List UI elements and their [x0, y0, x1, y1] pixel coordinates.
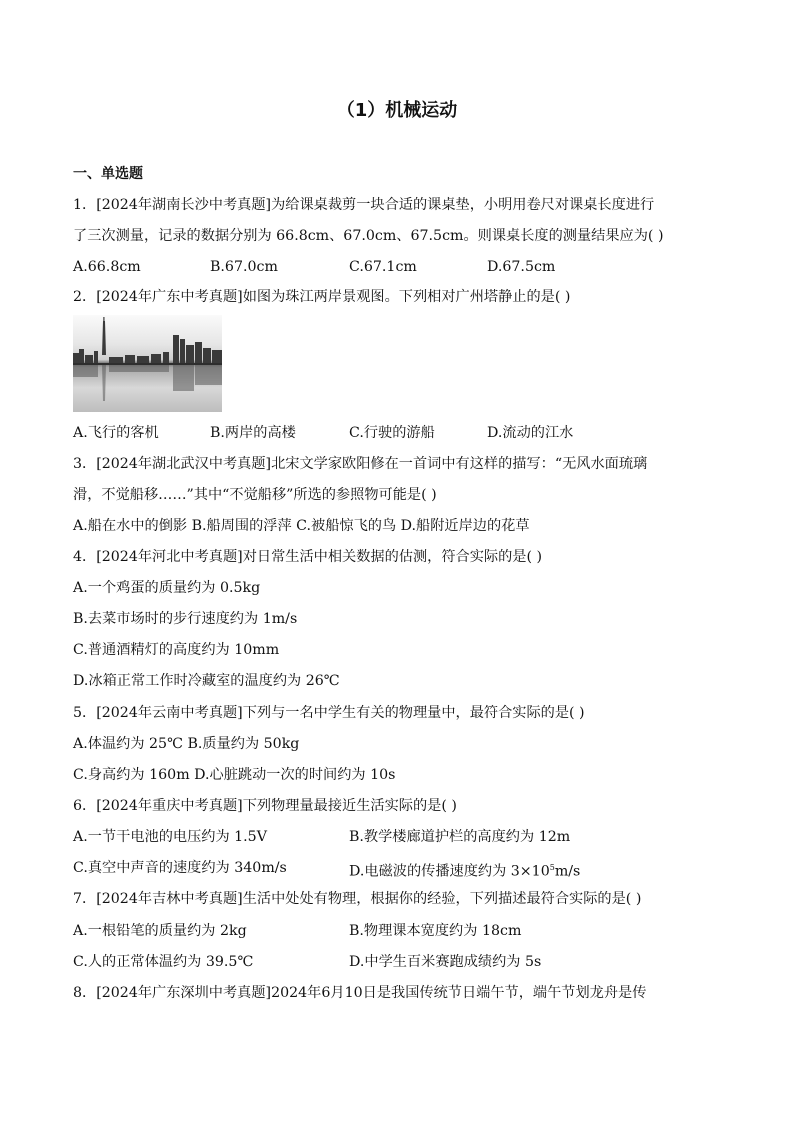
question-2-option-d: D.流动的江水: [487, 425, 574, 441]
question-4-option-c: C.普通酒精灯的高度约为 10mm: [73, 642, 280, 658]
question-3-options: A.船在水中的倒影 B.船周围的浮萍 C.被船惊飞的鸟 D.船附近岸边的花草: [73, 518, 530, 534]
question-1-option-c: C.67.1cm: [349, 259, 417, 275]
question-1-option-a: A.66.8cm: [73, 259, 141, 275]
question-4-text: 4．[2024年河北中考真题]对日常生活中相关数据的估测，符合实际的是( ): [73, 549, 543, 565]
question-6-text: 6．[2024年重庆中考真题]下列物理量最接近生活实际的是( ): [73, 798, 457, 814]
question-4-option-d: D.冰箱正常工作时冷藏室的温度约为 26℃: [73, 673, 340, 689]
question-7-option-c: C.人的正常体温约为 39.5℃: [73, 954, 254, 970]
question-6-option-a: A.一节干电池的电压约为 1.5V: [73, 829, 267, 845]
question-6-option-d: D.电磁波的传播速度约为 $3\times 10^5m/s$: [349, 863, 581, 880]
question-7-option-b: B.物理课本宽度约为 18cm: [349, 923, 522, 939]
question-2-option-a: A.飞行的客机: [73, 425, 159, 441]
question-7-option-d: D.中学生百米赛跑成绩约为 5s: [349, 954, 542, 970]
question-1-text-cont: 了三次测量，记录的数据分别为 66.8cm、67.0cm、67.5cm。则课桌长度的测量结果应为( ): [73, 228, 664, 244]
question-7-text: 7．[2024年吉林中考真题]生活中处处有物理，根据你的经验，下列描述最符合实际的是( ): [73, 891, 642, 907]
question-4-option-a: A.一个鸡蛋的质量约为 0.5kg: [73, 580, 261, 596]
question-1-option-d: D.67.5cm: [487, 259, 556, 275]
question-6-option-b: B.教学楼廊道护栏的高度约为 12m: [349, 829, 571, 845]
question-3-text-cont: 滑，不觉船移……”其中“不觉船移”所选的参照物可能是( ): [73, 487, 437, 503]
page-title: （1）机械运动: [336, 100, 458, 121]
question-2-option-b: B.两岸的高楼: [210, 425, 296, 441]
question-6-option-c: C.真空中声音的速度约为 340m/s: [73, 860, 287, 876]
question-4-option-b: B.去菜市场时的步行速度约为 1m/s: [73, 611, 298, 627]
question-3-text: 3．[2024年湖北武汉中考真题]北宋文学家欧阳修在一首词中有这样的描写：“无风水面琉璃: [73, 456, 648, 472]
question-2-option-c: C.行驶的游船: [349, 425, 435, 441]
section-heading: 一、单选题: [73, 166, 143, 182]
question-5-options-cd: C.身高约为 160m D.心脏跳动一次的时间约为 10s: [73, 767, 396, 783]
question-2-text: 2．[2024年广东中考真题]如图为珠江两岸景观图。下列相对广州塔静止的是( ): [73, 289, 571, 305]
question-5-options-ab: A.体温约为 25℃ B.质量约为 50kg: [73, 736, 300, 752]
question-8-text: 8．[2024年广东深圳中考真题]2024年6月10日是我国传统节日端午节，端午节划龙舟是传: [73, 985, 647, 1001]
question-5-text: 5．[2024年云南中考真题]下列与一名中学生有关的物理量中，最符合实际的是( ): [73, 705, 585, 721]
question-7-option-a: A.一根铅笔的质量约为 2kg: [73, 923, 247, 939]
question-1-text: 1．[2024年湖南长沙中考真题]为给课桌裁剪一块合适的课桌垫，小明用卷尺对课桌长度进行: [73, 197, 655, 213]
pearl-river-skyline-image: [73, 315, 222, 412]
question-1-option-b: B.67.0cm: [210, 259, 278, 275]
